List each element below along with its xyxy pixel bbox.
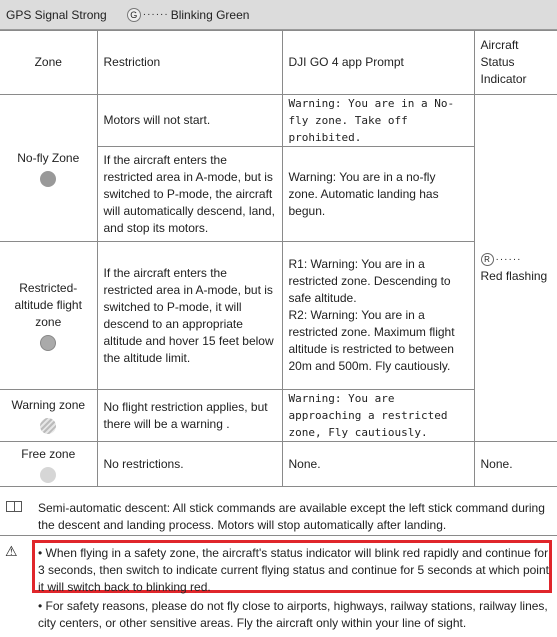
gps-led-indicator [127,8,250,22]
table-row [0,95,557,147]
status-blink-dots: ······ [495,254,522,265]
free-restriction: No restrictions. [97,442,282,487]
restricted-prompt-r2: R2: Warning: You are in a restricted zone. Maximum flight altitude is restricted to between 20m and 500m. Fly cautiously. [288,308,455,373]
nofly-restriction-1: Motors will not start. [97,95,282,147]
zone-nofly-label: No-fly Zone [17,150,80,165]
led-g-icon: G [127,8,141,22]
gps-header-bar [0,0,557,30]
nofly-prompt-2: Warning: You are in a no-fly zone. Automatic landing has begun. [282,147,474,242]
nofly-zone-icon [40,171,56,187]
warning-restriction: No flight restriction applies, but there will be a warning . [97,390,282,442]
free-prompt: None. [282,442,474,487]
semi-auto-note [0,491,557,536]
status-indicator-label: Red flashing [480,269,548,283]
warning-zone-icon [40,418,56,434]
zone-restricted-label: Restricted-altitude flight zone [14,281,82,329]
semi-auto-text: Semi-automatic descent: All stick commands are available except the left stick command during the descent and landing process. Motors will stop automatically after landing. [38,501,545,532]
gps-signal-title: GPS Signal Strong [6,7,107,22]
blink-dots: ······ [142,9,169,20]
zone-free-label: Free zone [21,446,76,461]
restricted-prompt-r1: R1: Warning: You are in a restricted zone. Descending to safe altitude. [288,257,451,305]
safety-reasons-bullet: • For safety reasons, please do not fly close to airports, highways, railway stations, railway lines, city centers, or other sensitive areas. Fly the aircraft only within your line of sight. [38,599,548,630]
table-row [0,390,557,442]
nofly-prompt-1: Warning: You are in a No-fly zone. Take off prohibited. [282,95,474,147]
safety-zone-bullet: • When flying in a safety zone, the aircraft's status indicator will blink red rapidly and continue for 3 seconds, then switch to indicate current flying status and continue for 5 seconds at which point it will switch back to blinking red. [38,546,549,594]
col-header-prompt: DJI GO 4 app Prompt [282,31,474,95]
warning-triangle-icon: ⚠ [5,543,18,559]
status-indicator-cell [474,95,557,442]
zone-restricted-cell [0,242,97,390]
led-r-icon: R [481,253,494,266]
zone-free-cell [0,442,97,487]
restricted-restriction: If the aircraft enters the restricted area in A-mode, but is switched to P-mode, it will descend to an appropriate altitude and hover 15 feet below the altitude limit. [97,242,282,390]
zone-nofly-cell [0,95,97,242]
col-header-status: Aircraft Status Indicator [474,31,557,95]
nofly-restriction-2: If the aircraft enters the restricted area in A-mode, but is switched to P-mode, the aircraft will automatically descend, land, and stop its motors. [97,147,282,242]
book-note-icon [6,501,22,512]
free-status: None. [474,442,557,487]
restricted-zone-icon [40,335,56,351]
zone-warning-label: Warning zone [11,398,86,412]
col-header-restriction: Restriction [97,31,282,95]
restricted-prompt-cell [282,242,474,390]
status-indicator [481,251,552,268]
zone-warning-cell [0,390,97,442]
flight-zone-table [0,30,557,487]
col-header-zone: Zone [0,31,97,95]
warning-prompt: Warning: You are approaching a restricted zone, Fly cautiously. [282,390,474,442]
table-header-row [0,31,557,95]
table-row [0,242,557,390]
table-row [0,442,557,487]
gps-led-status: Blinking Green [170,7,250,22]
free-zone-icon [40,467,56,483]
